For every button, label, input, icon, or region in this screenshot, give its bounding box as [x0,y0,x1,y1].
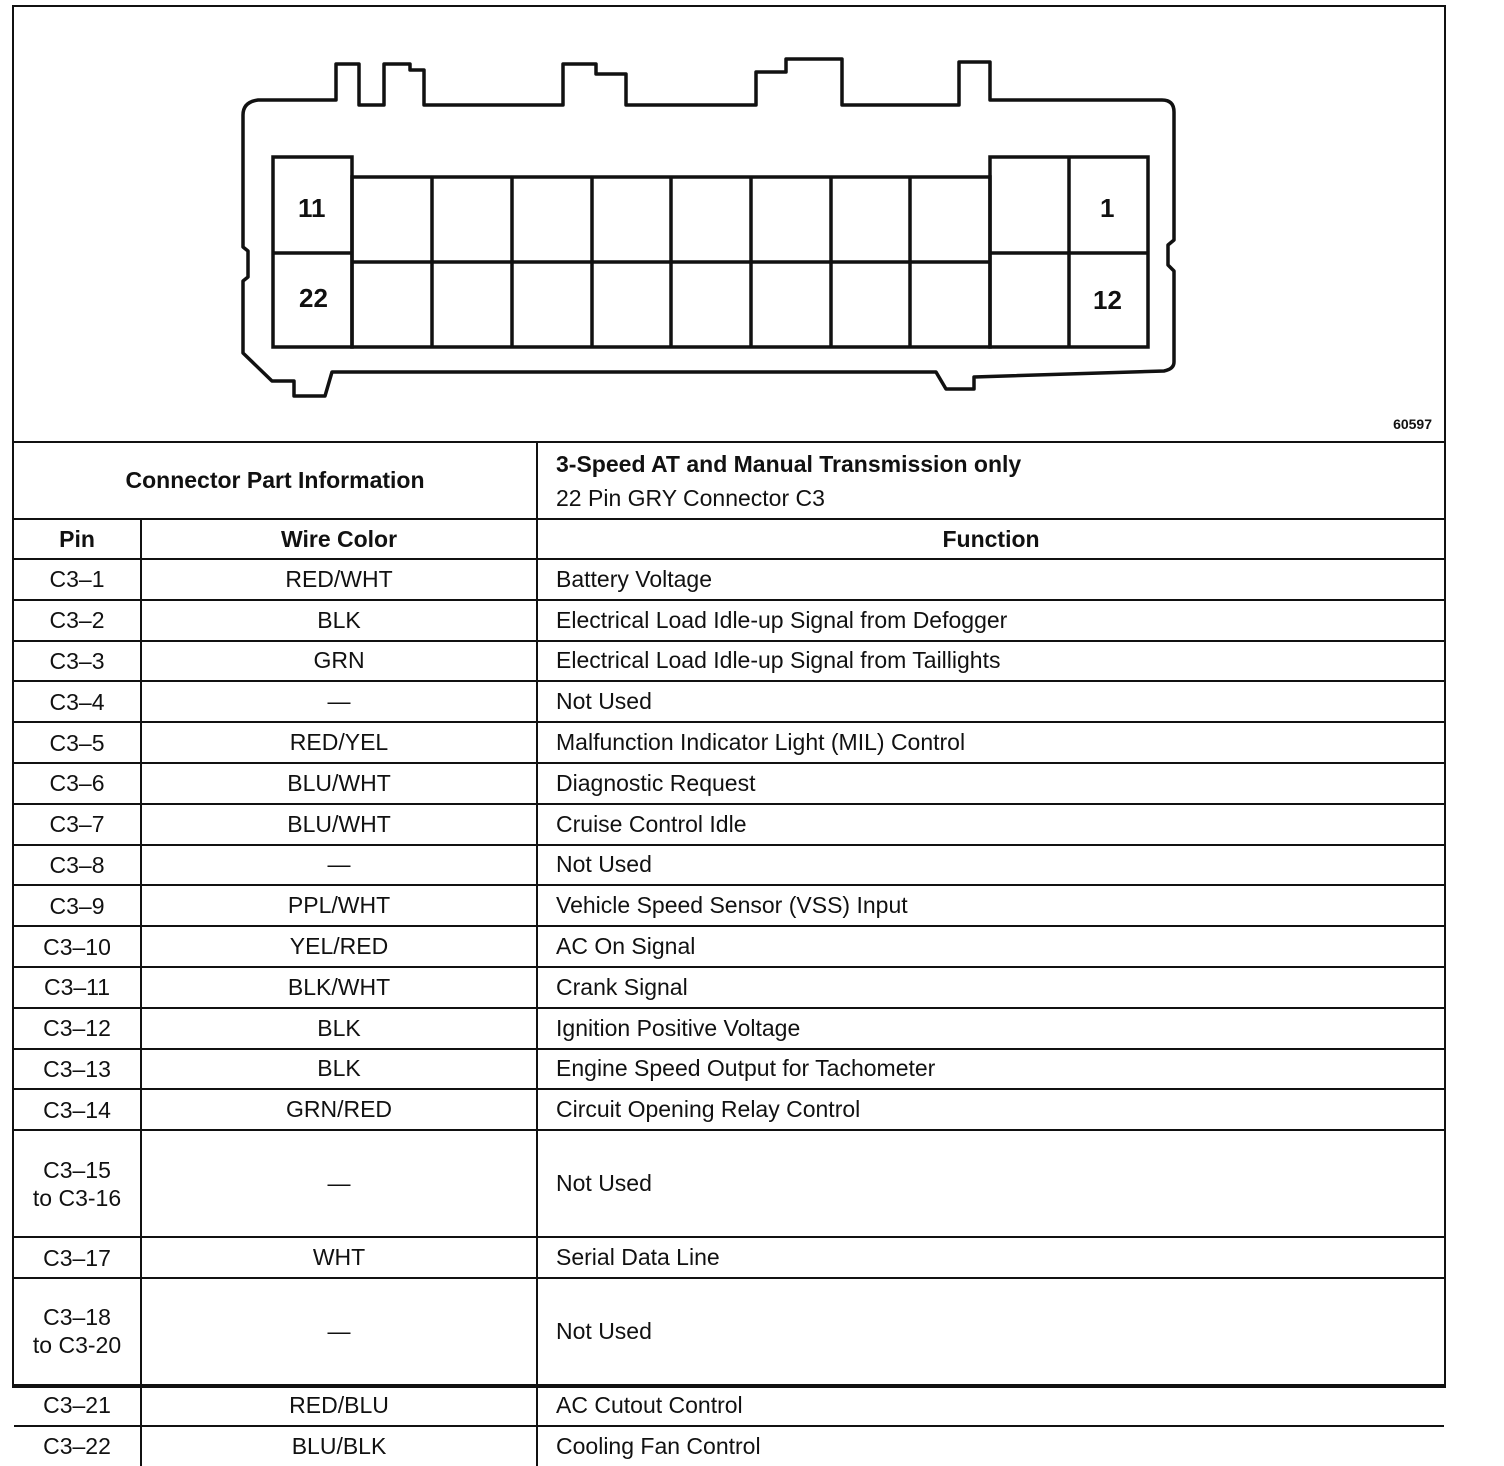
connector-name: 22 Pin GRY Connector C3 [556,484,825,511]
pin-id: C3–7 [49,811,105,838]
table-row [14,559,1444,600]
pin-id: C3–22 [43,1433,111,1460]
wire-color-cell: BLU/BLK [141,1426,537,1466]
pin-id: C3–15 [43,1156,111,1183]
header-row [14,519,1444,559]
pin-cavity-grid [273,157,1148,347]
wire-color-cell: PPL/WHT [141,885,537,926]
pin-id: C3–1 [49,566,105,593]
pin-cell [14,1278,141,1385]
function-cell: Not Used [537,681,1444,722]
pin-cell [14,1130,141,1237]
pin-cell [14,1089,141,1130]
pin-id: C3–13 [43,1055,111,1082]
table-row [14,1008,1444,1049]
wire-color-cell: RED/WHT [141,559,537,600]
wire-color-cell: YEL/RED [141,926,537,967]
function-cell: Not Used [537,1278,1444,1385]
pin-cell [14,641,141,682]
pin-cell [14,600,141,641]
function-cell: AC Cutout Control [537,1385,1444,1426]
table-row [14,926,1444,967]
function-cell: Crank Signal [537,967,1444,1008]
pin-cell [14,845,141,886]
pin-cell [14,559,141,600]
wire-color-cell: BLU/WHT [141,763,537,804]
table-row [14,1385,1444,1426]
pin-cell [14,722,141,763]
pin-label-12: 12 [1093,285,1122,315]
table-row [14,885,1444,926]
wire-color-cell: GRN/RED [141,1089,537,1130]
function-cell: Not Used [537,845,1444,886]
wire-color-cell: WHT [141,1237,537,1278]
table-row [14,1426,1444,1466]
wire-color-cell: GRN [141,641,537,682]
pin-range-end: to C3-20 [32,1332,122,1359]
function-cell: Ignition Positive Voltage [537,1008,1444,1049]
pin-cell [14,681,141,722]
pin-cell [14,1237,141,1278]
table-row [14,845,1444,886]
pin-column-header: Pin [14,519,141,559]
pin-cell [14,804,141,845]
function-cell: Cruise Control Idle [537,804,1444,845]
function-cell: AC On Signal [537,926,1444,967]
table-row [14,600,1444,641]
pin-label-1: 1 [1100,193,1115,223]
pin-id: C3–8 [49,851,105,878]
function-cell: Serial Data Line [537,1237,1444,1278]
pin-cell [14,926,141,967]
connector-part-info-title: Connector Part Information [14,442,537,519]
document-frame [12,5,1446,1460]
transmission-note: 3-Speed AT and Manual Transmission only [556,450,1022,477]
pin-id: C3–18 [43,1304,111,1331]
function-cell: Not Used [537,1130,1444,1237]
wire-color-cell: — [141,845,537,886]
pin-id: C3–21 [43,1392,111,1419]
table-row [14,1049,1444,1090]
pin-label-11: 11 [298,193,326,223]
function-cell: Malfunction Indicator Light (MIL) Control [537,722,1444,763]
wire-color-cell: RED/YEL [141,722,537,763]
wire-color-cell: RED/BLU [141,1385,537,1426]
pin-cell [14,1426,141,1466]
pin-cell [14,763,141,804]
wire-color-cell: BLK/WHT [141,967,537,1008]
wire-color-column-header: Wire Color [141,519,537,559]
figure-id: 60597 [1393,416,1432,432]
function-cell: Vehicle Speed Sensor (VSS) Input [537,885,1444,926]
wire-color-cell: BLK [141,1008,537,1049]
pin-cell [14,1049,141,1090]
pin-id: C3–3 [49,647,105,674]
pin-id: C3–2 [49,607,105,634]
wire-color-cell: — [141,681,537,722]
table-row [14,722,1444,763]
function-column-header: Function [537,519,1444,559]
table-row [14,967,1444,1008]
wire-color-cell: BLU/WHT [141,804,537,845]
wire-color-cell: BLK [141,600,537,641]
function-cell: Electrical Load Idle-up Signal from Defogger [537,600,1444,641]
pin-id: C3–12 [43,1015,111,1042]
pin-cell [14,1008,141,1049]
wire-color-cell: — [141,1278,537,1385]
pin-cell [14,1385,141,1426]
pin-id: C3–5 [49,729,105,756]
table-row [14,1130,1444,1237]
function-cell: Circuit Opening Relay Control [537,1089,1444,1130]
pin-id: C3–6 [49,770,105,797]
pin-id: C3–11 [43,974,111,1001]
table-row [14,763,1444,804]
pin-id: C3–17 [43,1244,111,1271]
function-cell: Battery Voltage [537,559,1444,600]
pin-id: C3–10 [43,933,111,960]
connector-face-drawing [14,7,1444,441]
pin-id: C3–4 [49,688,105,715]
table-row [14,1089,1444,1130]
connector-pinout-table [14,441,1444,1466]
table-row [14,681,1444,722]
wire-color-cell: BLK [141,1049,537,1090]
table-row [14,1237,1444,1278]
pin-id: C3–14 [43,1096,111,1123]
function-cell: Cooling Fan Control [537,1426,1444,1466]
pin-cell [14,885,141,926]
function-cell: Diagnostic Request [537,763,1444,804]
pin-id: C3–9 [49,892,105,919]
table-row [14,1278,1444,1385]
pin-label-22: 22 [299,283,328,313]
function-cell: Electrical Load Idle-up Signal from Taillights [537,641,1444,682]
pin-range-end: to C3-16 [32,1184,122,1211]
pin-cell [14,967,141,1008]
wire-color-cell: — [141,1130,537,1237]
table-row [14,804,1444,845]
function-cell: Engine Speed Output for Tachometer [537,1049,1444,1090]
table-row [14,641,1444,682]
info-row [14,442,1444,519]
connector-description [537,442,1444,519]
connector-diagram [14,7,1444,441]
